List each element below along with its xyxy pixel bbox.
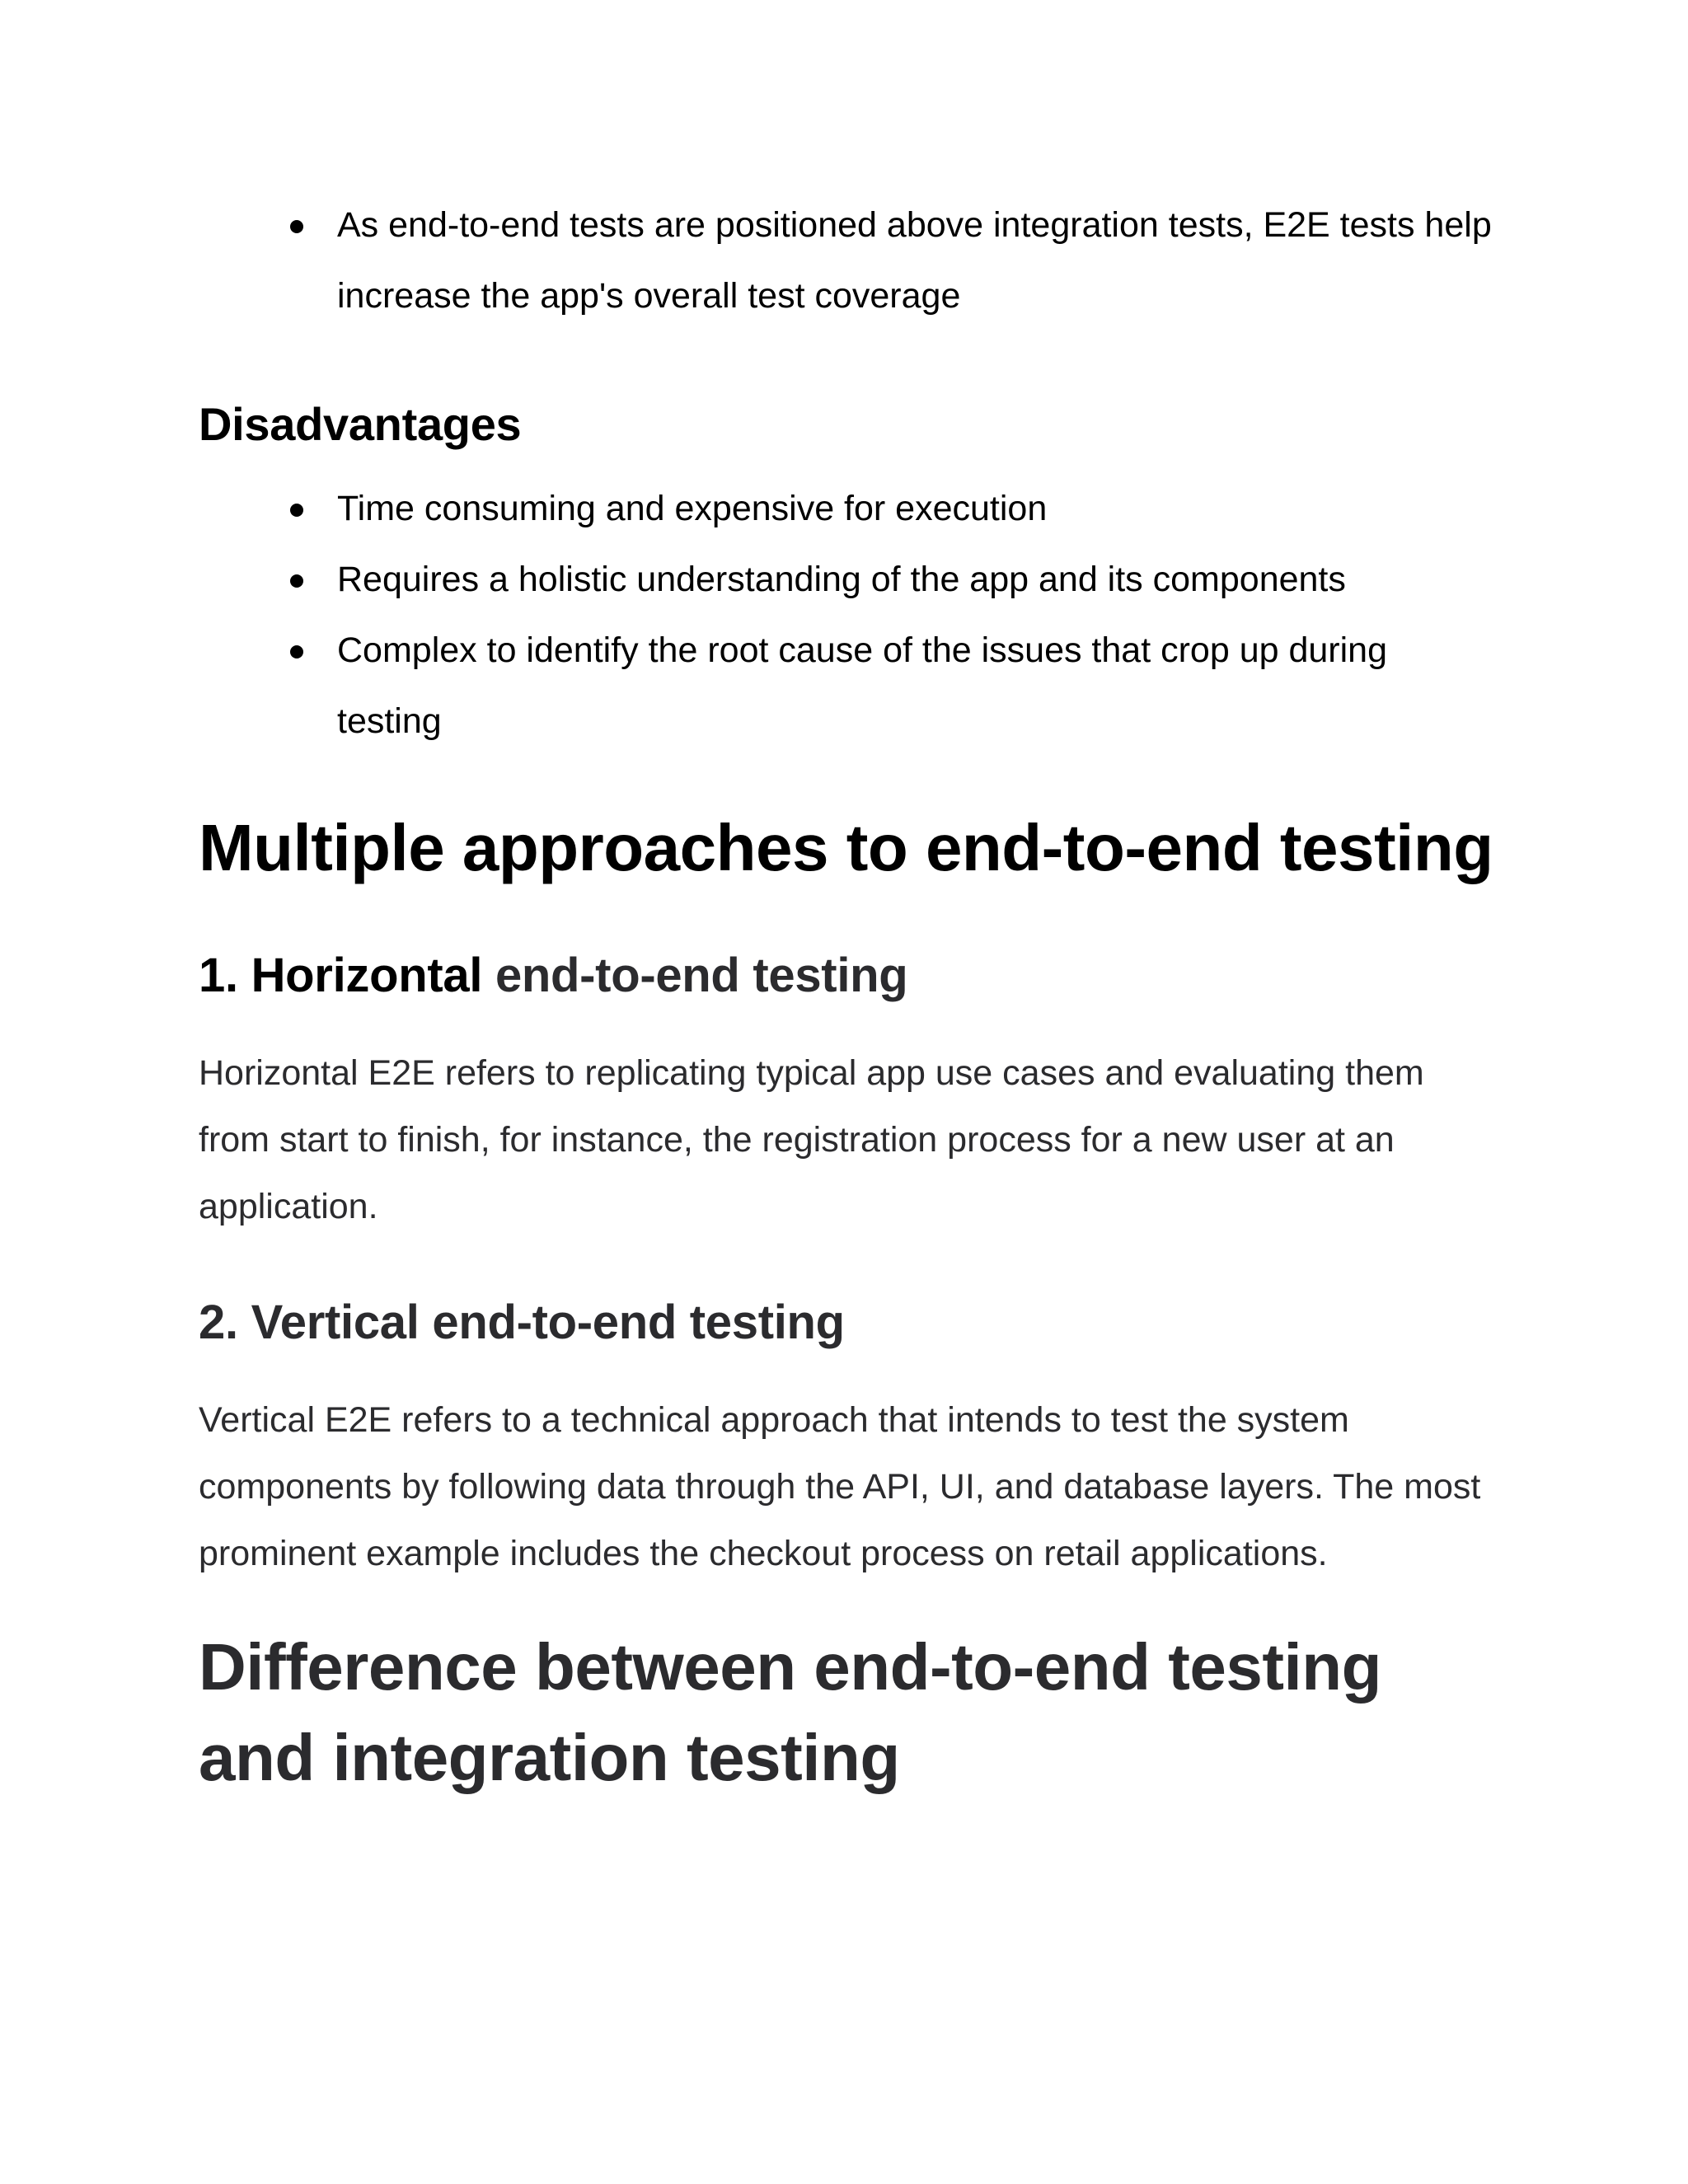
list-item xyxy=(337,473,1501,544)
list-item xyxy=(337,615,1501,757)
list-item xyxy=(337,190,1501,331)
horizontal-heading-suffix: end-to-end testing xyxy=(482,949,908,1002)
bullet-icon xyxy=(290,504,303,517)
list-item-text: Time consuming and expensive for execution xyxy=(337,489,1048,528)
approaches-heading: Multiple approaches to end-to-end testing xyxy=(199,811,1493,884)
list-item xyxy=(337,544,1501,615)
difference-heading: Difference between end-to-end testing and integration testing xyxy=(199,1630,1381,1794)
list-item-text: As end-to-end tests are positioned above integration tests, E2E tests help increase the app's overall test coverage xyxy=(337,205,1492,316)
bullet-icon xyxy=(290,574,303,588)
vertical-paragraph: Vertical E2E refers to a technical approach that intends to test the system components by following data through the API, UI, and database layers. The most prominent example includes the checkout process on retail applications. xyxy=(199,1400,1481,1573)
horizontal-paragraph: Horizontal E2E refers to replicating typical app use cases and evaluating them from start to finish, for instance, the registration process for a new user at an application. xyxy=(199,1053,1424,1226)
list-item-text: Requires a holistic understanding of the app and its components xyxy=(337,560,1346,599)
vertical-heading: 2. Vertical end-to-end testing xyxy=(199,1296,845,1349)
advantages-list-continued xyxy=(199,190,1501,331)
document-content xyxy=(199,190,1501,1803)
disadvantages-list xyxy=(199,473,1501,757)
horizontal-heading-prefix: 1. Horizontal xyxy=(199,949,483,1002)
bullet-icon xyxy=(290,220,303,233)
bullet-icon xyxy=(290,645,303,658)
list-item-text: Complex to identify the root cause of the issues that crop up during testing xyxy=(337,630,1388,741)
disadvantages-heading: Disadvantages xyxy=(199,398,522,450)
horizontal-heading xyxy=(199,943,1501,1009)
